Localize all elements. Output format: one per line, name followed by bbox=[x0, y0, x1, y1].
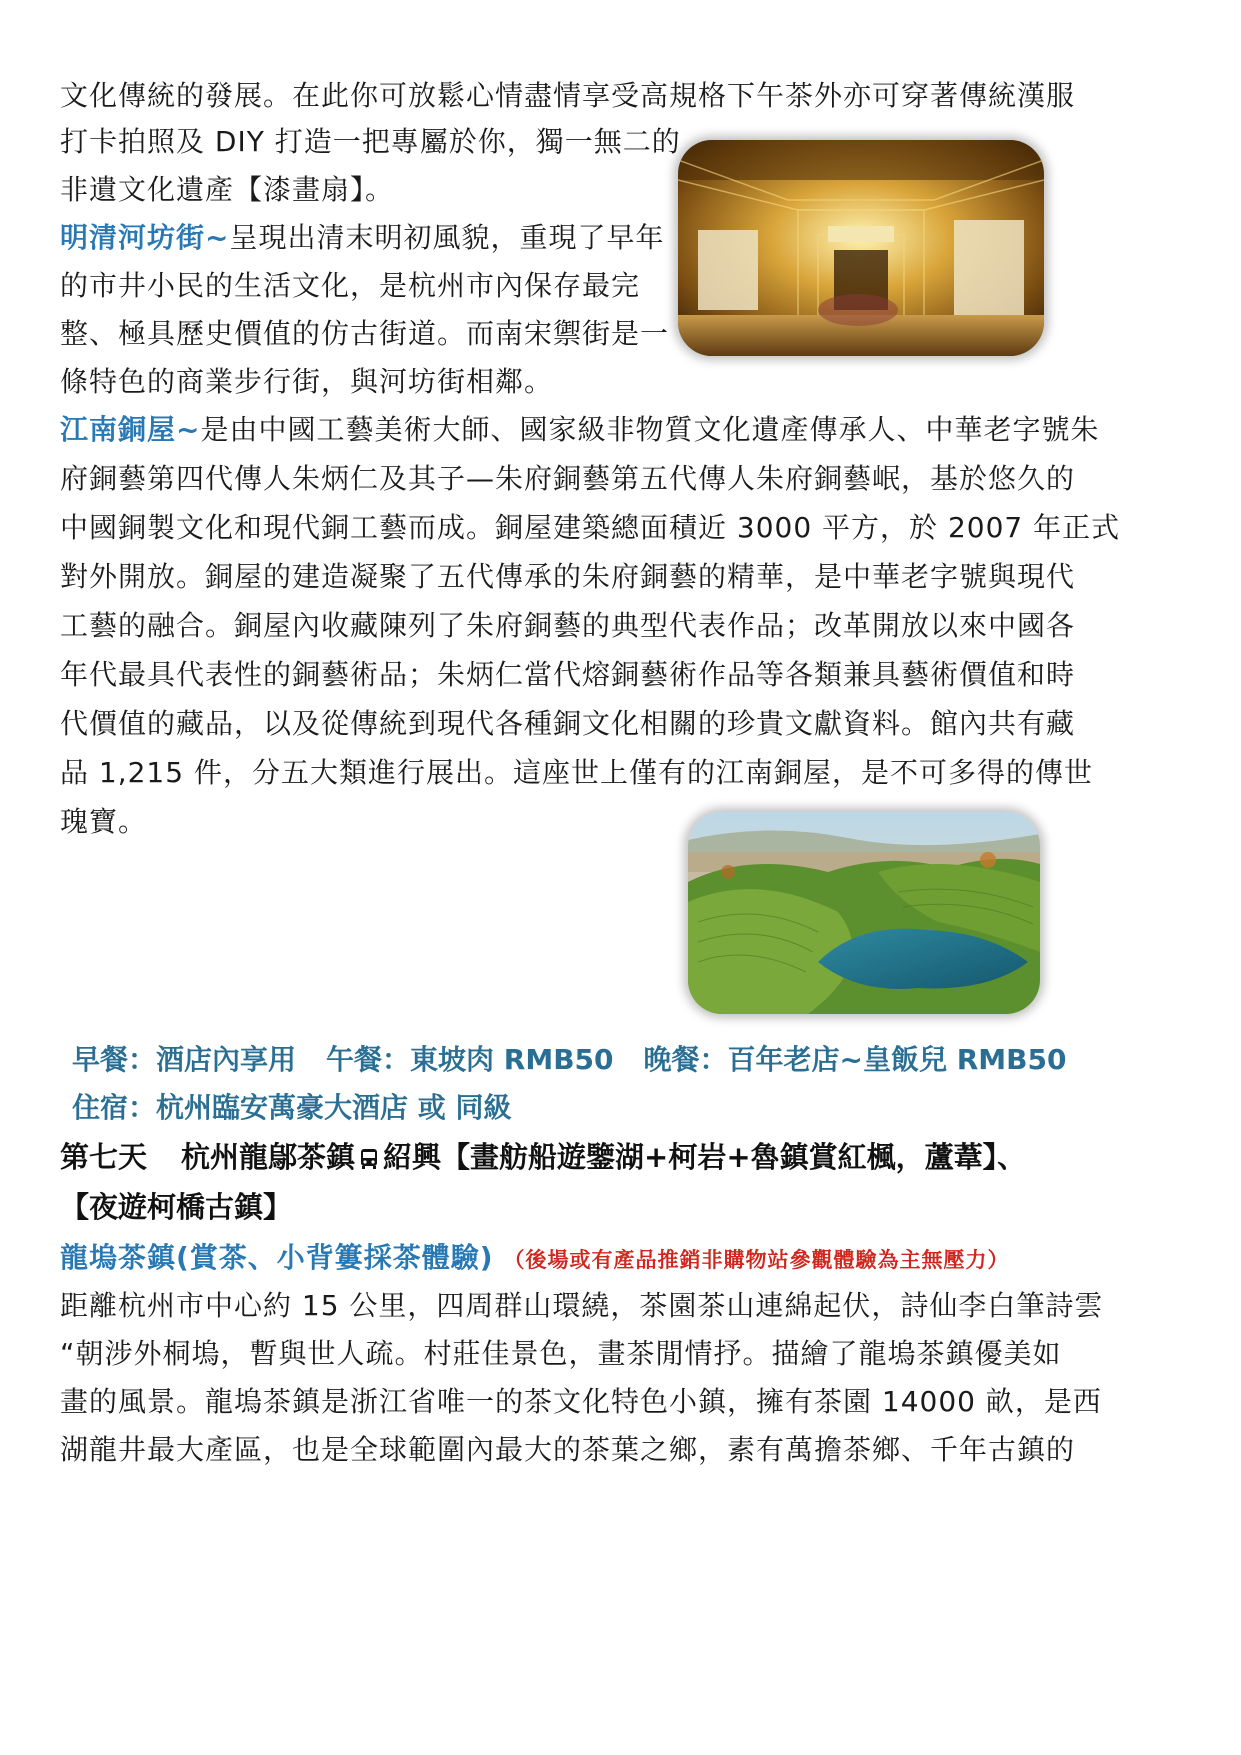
longwu-line-3: 畫的風景。龍塢茶鎮是浙江省唯一的茶文化特色小鎮，擁有茶園 14000 畝，是西 bbox=[60, 1385, 1102, 1418]
day7-route-a: 杭州龍鄔茶鎮 bbox=[181, 1140, 356, 1174]
copper-line-9: 瑰寶。 bbox=[60, 805, 148, 838]
hefang-line-3: 整、極具歷史價值的仿古街道。而南宋禦街是一 bbox=[60, 317, 670, 350]
day7-label: 第七天 bbox=[60, 1140, 148, 1174]
copper-line-4: 對外開放。銅屋的建造凝聚了五代傳承的朱府銅藝的精華，是中華老字號與現代 bbox=[60, 560, 1076, 593]
hefang-line-2: 的市井小民的生活文化，是杭州市內保存最完 bbox=[60, 269, 641, 302]
intro-line-2: 打卡拍照及 DIY 打造一把專屬於你，獨一無二的 bbox=[60, 125, 681, 158]
copper-line-6: 年代最具代表性的銅藝術品；朱炳仁當代熔銅藝術作品等各類兼具藝術價值和時 bbox=[60, 658, 1076, 691]
hefang-title: 明清河坊街~ bbox=[60, 221, 230, 254]
copper-title: 江南銅屋~ bbox=[60, 413, 201, 446]
copper-line-1 bbox=[60, 410, 1099, 450]
copper-line-7: 代價值的藏品，以及從傳統到現代各種銅文化相關的珍貴文獻資料。館內共有藏 bbox=[60, 707, 1076, 740]
copper-line-5: 工藝的融合。銅屋內收藏陳列了朱府銅藝的典型代表作品；改革開放以來中國各 bbox=[60, 609, 1076, 642]
copper-line-3: 中國銅製文化和現代銅工藝而成。銅屋建築總面積近 3000 平方，於 2007 年正式 bbox=[60, 511, 1121, 544]
intro-line-1: 文化傳統的發展。在此你可放鬆心情盡情享受高規格下午茶外亦可穿著傳統漢服 bbox=[60, 79, 1076, 112]
dinner-text: 晚餐：百年老店~皇飯兒 RMB50 bbox=[643, 1043, 1067, 1076]
copper-house-photo bbox=[678, 140, 1044, 356]
intro-line-3: 非遺文化遺產【漆畫扇】。 bbox=[60, 173, 395, 206]
longwu-title: 龍塢茶鎮(賞茶、小背簍採茶體驗) bbox=[60, 1241, 494, 1274]
hefang-line-4: 條特色的商業步行街，與河坊街相鄰。 bbox=[60, 365, 554, 398]
longwu-line-4: 湖龍井最大產區，也是全球範圍內最大的茶葉之鄉，素有萬擔茶鄉、千年古鎮的 bbox=[60, 1433, 1076, 1466]
longwu-heading bbox=[60, 1238, 1010, 1280]
copper-text-1: 是由中國工藝美術大師、國家級非物質文化遺產傳承人、中華老字號朱 bbox=[200, 413, 1100, 446]
day7-heading-line-1 bbox=[60, 1136, 1026, 1178]
copper-line-8: 品 1,215 件，分五大類進行展出。這座世上僅有的江南銅屋，是不可多得的傳世 bbox=[60, 756, 1093, 789]
longwu-line-1: 距離杭州市中心約 15 公里，四周群山環繞，茶園茶山連綿起伏，詩仙李白筆詩雲 bbox=[60, 1289, 1104, 1322]
longwu-note: （後場或有產品推銷非購物站參觀體驗為主無壓力） bbox=[503, 1248, 1010, 1272]
hefang-text-1: 呈現出清末明初風貌，重現了早年 bbox=[229, 221, 665, 254]
bus-icon bbox=[359, 1148, 379, 1170]
day7-route-b: 紹興【畫舫船遊鑒湖+柯岩+魯鎮賞紅楓，蘆葦】、 bbox=[383, 1140, 1027, 1174]
breakfast-text: 早餐：酒店內享用 bbox=[72, 1043, 297, 1076]
hotel-line: 住宿：杭州臨安萬豪大酒店 或 同級 bbox=[72, 1091, 512, 1124]
hefang-line-1 bbox=[60, 218, 664, 258]
lunch-text: 午餐：東坡肉 RMB50 bbox=[326, 1043, 614, 1076]
copper-line-2: 府銅藝第四代傳人朱炳仁及其子—朱府銅藝第五代傳人朱府銅藝岷，基於悠久的 bbox=[60, 462, 1076, 495]
meals-line bbox=[72, 1040, 1066, 1080]
day7-heading-line-2: 【夜遊柯橋古鎮】 bbox=[60, 1190, 293, 1224]
tea-hills-photo bbox=[688, 812, 1040, 1014]
longwu-line-2: “朝涉外桐塢，暫與世人疏。村莊佳景色，畫茶閒情抒。描繪了龍塢茶鎮優美如 bbox=[60, 1337, 1062, 1370]
